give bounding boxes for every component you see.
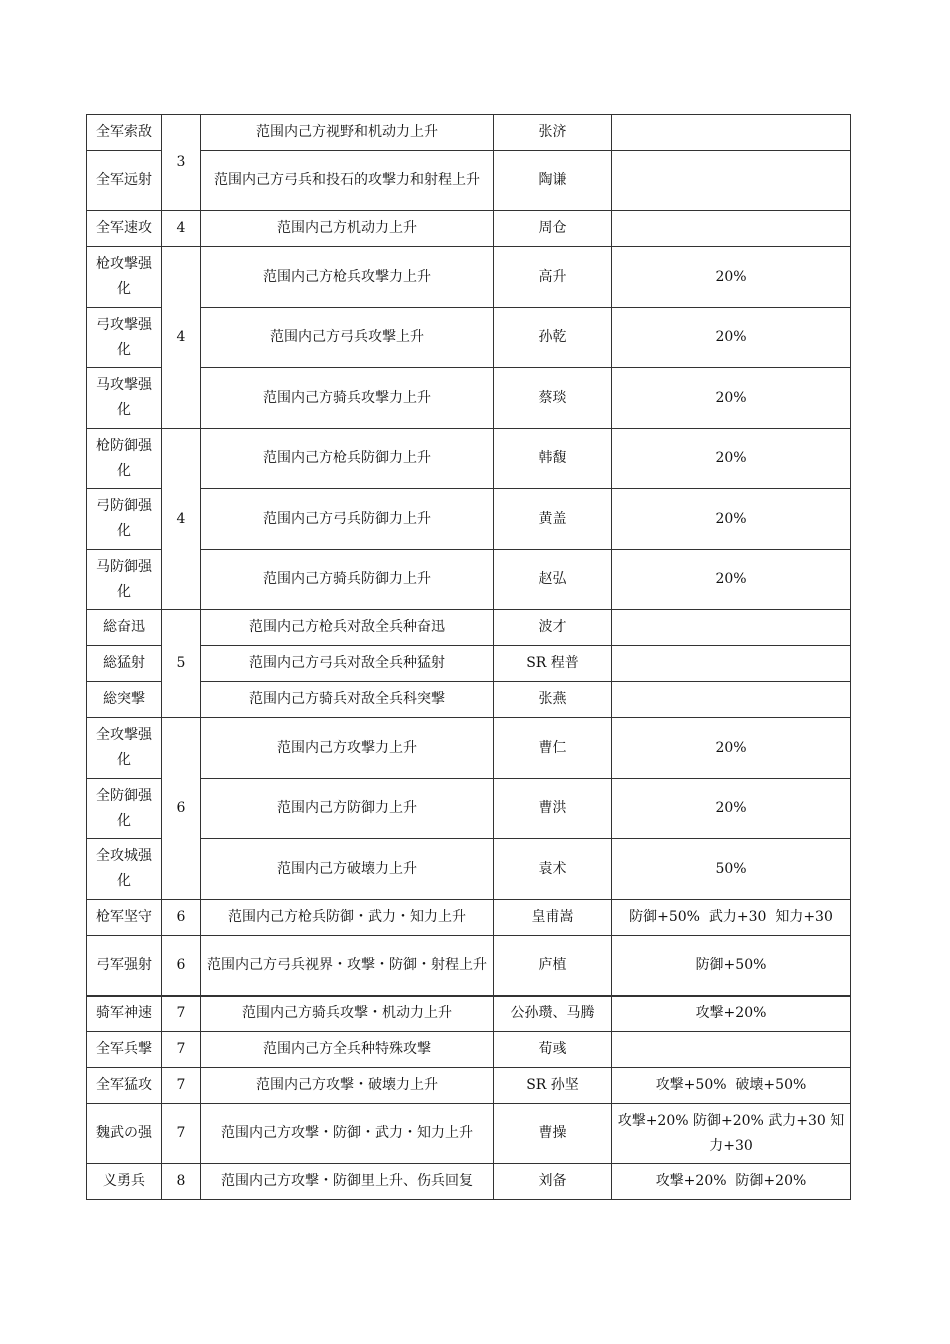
- skill-effect: 范围内己方攻撃・防御・武力・知力上升: [201, 1104, 494, 1164]
- skill-value: 攻撃+20% 防御+20% 武力+30 知力+30: [612, 1104, 851, 1164]
- skill-effect: 范围内己方枪兵防御・武力・知力上升: [201, 900, 494, 936]
- skill-effect: 范围内己方全兵种特殊攻撃: [201, 1032, 494, 1068]
- skill-effect: 范围内己方视野和机动力上升: [201, 115, 494, 151]
- skill-value: 防御+50%: [612, 936, 851, 996]
- skill-name: 弓攻撃强化: [87, 308, 162, 368]
- skill-name: 枪攻撃强化: [87, 247, 162, 308]
- skill-effect: 范围内己方攻撃・防御里上升、伤兵回复: [201, 1164, 494, 1200]
- skill-general: 蔡琰: [494, 368, 612, 429]
- skill-effect: 范围内己方骑兵攻撃・机动力上升: [201, 996, 494, 1032]
- skill-effect: 范围内己方机动力上升: [201, 211, 494, 247]
- skill-level: 5: [162, 610, 201, 718]
- skill-value: 20%: [612, 247, 851, 308]
- skill-value: [612, 682, 851, 718]
- skill-value: 50%: [612, 839, 851, 900]
- skill-level: 4: [162, 247, 201, 429]
- skill-value: 20%: [612, 489, 851, 550]
- skill-general: SR 程普: [494, 646, 612, 682]
- skill-name: 枪防御强化: [87, 429, 162, 489]
- table-row: [87, 610, 851, 646]
- table-row: [87, 779, 851, 839]
- skill-general: 庐植: [494, 936, 612, 996]
- skill-level: 7: [162, 1104, 201, 1164]
- table-row: [87, 900, 851, 936]
- skill-name: 弓防御强化: [87, 489, 162, 550]
- skill-value: 攻撃+50% 破壊+50%: [612, 1068, 851, 1104]
- skill-value: 20%: [612, 368, 851, 429]
- skill-effect: 范围内己方破壊力上升: [201, 839, 494, 900]
- skill-value: [612, 646, 851, 682]
- skill-value: [612, 211, 851, 247]
- table-row: [87, 936, 851, 996]
- skill-value: [612, 1032, 851, 1068]
- table-row: [87, 996, 851, 1032]
- skill-level: 4: [162, 211, 201, 247]
- skill-value: 20%: [612, 550, 851, 610]
- skill-value: 20%: [612, 718, 851, 779]
- table-row: [87, 1032, 851, 1068]
- skill-value: 攻撃+20% 防御+20%: [612, 1164, 851, 1200]
- skill-effect: 范围内己方弓兵视界・攻撃・防御・射程上升: [201, 936, 494, 996]
- table-row: [87, 489, 851, 550]
- skill-general: 公孙瓒、马腾: [494, 996, 612, 1032]
- skill-general: 高升: [494, 247, 612, 308]
- skill-effect: 范围内己方弓兵和投石的攻撃力和射程上升: [201, 151, 494, 211]
- skill-value: 20%: [612, 308, 851, 368]
- skill-level: 6: [162, 718, 201, 900]
- table-row: [87, 115, 851, 151]
- skill-general: 黄盖: [494, 489, 612, 550]
- skill-effect: 范围内己方枪兵对敌全兵种奋迅: [201, 610, 494, 646]
- skill-name: 全军兵撃: [87, 1032, 162, 1068]
- skill-value: 20%: [612, 429, 851, 489]
- skill-general: 波才: [494, 610, 612, 646]
- skill-level: 7: [162, 1032, 201, 1068]
- skill-name: 魏武の强: [87, 1104, 162, 1164]
- skill-general: 韩馥: [494, 429, 612, 489]
- skill-name: 马防御强化: [87, 550, 162, 610]
- skill-effect: 范围内己方弓兵对敌全兵种猛射: [201, 646, 494, 682]
- skill-general: 孙乾: [494, 308, 612, 368]
- skill-level: 8: [162, 1164, 201, 1200]
- table-row: [87, 308, 851, 368]
- skill-general: 皇甫嵩: [494, 900, 612, 936]
- table-row: [87, 550, 851, 610]
- skill-value: 攻撃+20%: [612, 996, 851, 1032]
- skill-general: 荀彧: [494, 1032, 612, 1068]
- skill-effect: 范围内己方骑兵攻撃力上升: [201, 368, 494, 429]
- skill-name: 全军索敌: [87, 115, 162, 151]
- skill-table: [86, 114, 851, 1200]
- skill-effect: 范围内己方枪兵防御力上升: [201, 429, 494, 489]
- skill-level: 6: [162, 900, 201, 936]
- skill-general: 袁术: [494, 839, 612, 900]
- skill-name: 全防御强化: [87, 779, 162, 839]
- skill-effect: 范围内己方弓兵攻撃上升: [201, 308, 494, 368]
- skill-level: 7: [162, 1068, 201, 1104]
- skill-name: 骑军神速: [87, 996, 162, 1032]
- skill-general: 曹仁: [494, 718, 612, 779]
- skill-name: 総奋迅: [87, 610, 162, 646]
- skill-effect: 范围内己方弓兵防御力上升: [201, 489, 494, 550]
- table-row: [87, 368, 851, 429]
- skill-level: 3: [162, 115, 201, 211]
- skill-level: 6: [162, 936, 201, 996]
- skill-effect: 范围内己方枪兵攻撃力上升: [201, 247, 494, 308]
- skill-general: 张济: [494, 115, 612, 151]
- table-row: [87, 839, 851, 900]
- skill-effect: 范围内己方攻撃力上升: [201, 718, 494, 779]
- skill-name: 全攻城强化: [87, 839, 162, 900]
- skill-effect: 范围内己方骑兵对敌全兵科突撃: [201, 682, 494, 718]
- skill-effect: 范围内己方防御力上升: [201, 779, 494, 839]
- table-row: [87, 718, 851, 779]
- skill-name: 全军远射: [87, 151, 162, 211]
- skill-name: 全军猛攻: [87, 1068, 162, 1104]
- table-row: [87, 682, 851, 718]
- table-row: [87, 1068, 851, 1104]
- table-row: [87, 211, 851, 247]
- table-row: [87, 646, 851, 682]
- skill-level: 4: [162, 429, 201, 610]
- table-row: [87, 1164, 851, 1200]
- skill-name: 全军速攻: [87, 211, 162, 247]
- skill-name: 総猛射: [87, 646, 162, 682]
- skill-name: 弓军强射: [87, 936, 162, 996]
- skill-general: 刘备: [494, 1164, 612, 1200]
- skill-general: 陶谦: [494, 151, 612, 211]
- table-row: [87, 151, 851, 211]
- skill-general: 周仓: [494, 211, 612, 247]
- skill-general: 曹操: [494, 1104, 612, 1164]
- skill-name: 総突撃: [87, 682, 162, 718]
- skill-value: 防御+50% 武力+30 知力+30: [612, 900, 851, 936]
- skill-general: 曹洪: [494, 779, 612, 839]
- skill-value: [612, 115, 851, 151]
- skill-value: 20%: [612, 779, 851, 839]
- skill-name: 全攻撃强化: [87, 718, 162, 779]
- skill-general: 张燕: [494, 682, 612, 718]
- skill-general: SR 孙坚: [494, 1068, 612, 1104]
- table-row: [87, 1104, 851, 1164]
- skill-value: [612, 151, 851, 211]
- skill-name: 义勇兵: [87, 1164, 162, 1200]
- skill-effect: 范围内己方骑兵防御力上升: [201, 550, 494, 610]
- skill-level: 7: [162, 996, 201, 1032]
- skill-general: 赵弘: [494, 550, 612, 610]
- skill-name: 马攻撃强化: [87, 368, 162, 429]
- skill-effect: 范围内己方攻撃・破壊力上升: [201, 1068, 494, 1104]
- skill-value: [612, 610, 851, 646]
- table-row: [87, 247, 851, 308]
- skill-name: 枪军坚守: [87, 900, 162, 936]
- table-row: [87, 429, 851, 489]
